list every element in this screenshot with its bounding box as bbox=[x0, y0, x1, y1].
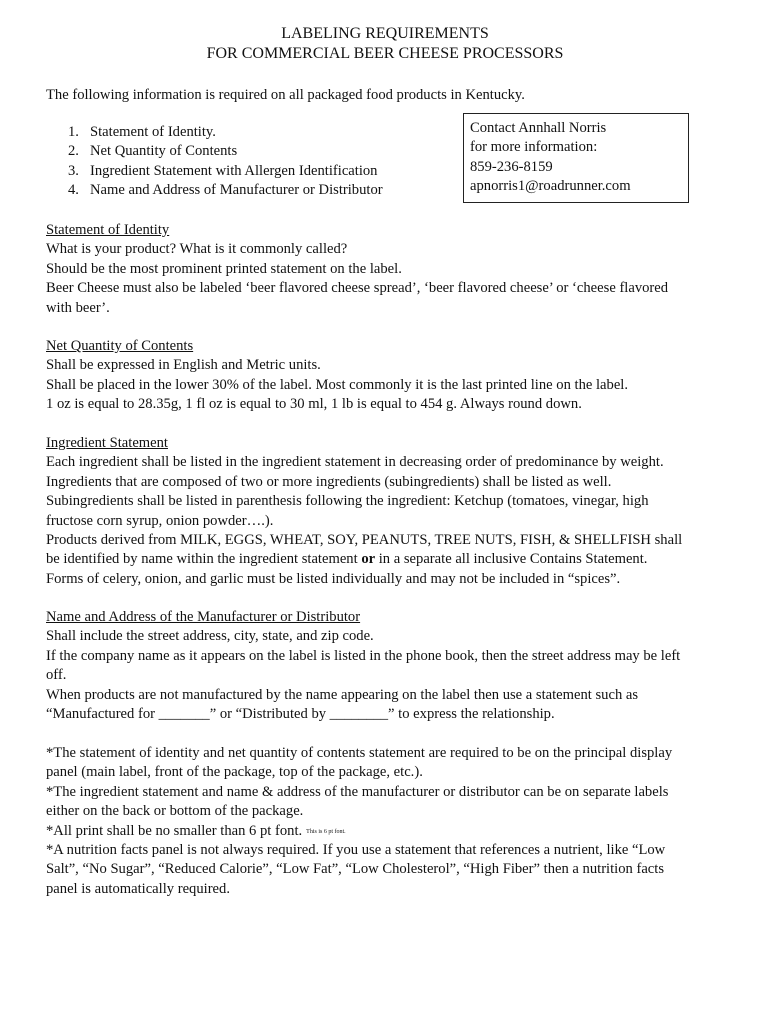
note-line: *A nutrition facts panel is not always required. If you use a statement that references a nutrient, like “Low bbox=[46, 842, 666, 859]
text-line: Subingredients shall be listed in parenthesis following the ingredient: Ketchup (tomatoes, vinegar, high bbox=[46, 493, 649, 510]
text-line: Forms of celery, onion, and garlic must be listed individually and may not be included in “spices”. bbox=[46, 570, 621, 587]
text-line: When products are not manufactured by the name appearing on the label then use a statement such as bbox=[46, 686, 639, 703]
section-heading: Name and Address of the Manufacturer or Distributor bbox=[46, 609, 361, 625]
contact-email: apnorris1@roadrunner.com bbox=[470, 178, 631, 195]
section-statement-of-identity bbox=[46, 221, 716, 318]
contact-box bbox=[463, 113, 689, 203]
text-line: off. bbox=[46, 667, 67, 684]
note-line: *All print shall be no smaller than 6 pt font. This is 6 pt font. bbox=[46, 822, 346, 839]
section-heading: Net Quantity of Contents bbox=[46, 338, 194, 354]
requirement-item: 4. Name and Address of Manufacturer or Distributor bbox=[68, 182, 383, 199]
requirement-item: 2. Net Quantity of Contents bbox=[68, 143, 238, 160]
section-heading: Statement of Identity bbox=[46, 222, 170, 238]
contact-name: Contact Annhall Norris bbox=[470, 120, 607, 136]
text-line: Beer Cheese must also be labeled ‘beer flavored cheese spread’, ‘beer flavored cheese’ or ‘cheese flavored bbox=[46, 280, 669, 297]
note-line: either on the back or bottom of the package. bbox=[46, 803, 304, 820]
section-ingredient-statement bbox=[46, 434, 716, 589]
requirements-list bbox=[68, 123, 383, 201]
title-line-2: FOR COMMERCIAL BEER CHEESE PROCESSORS bbox=[206, 45, 564, 62]
section-notes bbox=[46, 744, 716, 899]
emphasis-or: or bbox=[361, 551, 376, 568]
text-line: Should be the most prominent printed statement on the label. bbox=[46, 260, 402, 277]
section-heading: Ingredient Statement bbox=[46, 435, 168, 451]
text-line: Shall be expressed in English and Metric units. bbox=[46, 357, 321, 374]
contact-info-label: for more information: bbox=[470, 139, 598, 156]
text-line: “Manufactured for _______” or “Distributed by ________” to express the relationship. bbox=[46, 706, 555, 723]
text-line: What is your product? What is it commonly called? bbox=[46, 241, 348, 258]
text-line: Ingredients that are composed of two or more ingredients (subingredients) shall be listed as well. bbox=[46, 473, 612, 490]
document-title bbox=[0, 24, 770, 64]
requirement-item: 3. Ingredient Statement with Allergen Identification bbox=[68, 162, 378, 179]
text-line: with beer’. bbox=[46, 299, 110, 316]
text-line: Shall include the street address, city, state, and zip code. bbox=[46, 628, 374, 645]
text-line: be identified by name within the ingredient statement or in a separate all inclusive Contains Statement. bbox=[46, 551, 648, 568]
text-line: If the company name as it appears on the label is listed in the phone book, then the street address may be left bbox=[46, 647, 681, 664]
section-manufacturer-address bbox=[46, 608, 716, 724]
note-line: *The ingredient statement and name & address of the manufacturer or distributor can be on separate labels bbox=[46, 783, 669, 800]
contact-phone: 859-236-8159 bbox=[470, 158, 553, 175]
text-line: 1 oz is equal to 28.35g, 1 fl oz is equal to 30 ml, 1 lb is equal to 454 g. Always round down. bbox=[46, 396, 582, 413]
text-line: fructose corn syrup, onion powder….). bbox=[46, 512, 274, 529]
note-line: *The statement of identity and net quantity of contents statement are required to be on the principal display bbox=[46, 745, 673, 761]
text-line: Products derived from MILK, EGGS, WHEAT, SOY, PEANUTS, TREE NUTS, FISH, & SHELLFISH shall bbox=[46, 532, 683, 549]
text-line: Shall be placed in the lower 30% of the label. Most commonly it is the last printed line on the label. bbox=[46, 376, 628, 393]
six-pt-sample: This is 6 pt font. bbox=[306, 828, 346, 835]
note-line: panel is automatically required. bbox=[46, 880, 230, 897]
section-net-quantity bbox=[46, 337, 716, 415]
requirement-item: 1. Statement of Identity. bbox=[68, 124, 216, 140]
note-line: panel (main label, front of the package, top of the package, etc.). bbox=[46, 764, 423, 781]
text-line: Each ingredient shall be listed in the ingredient statement in decreasing order of predominance by weight. bbox=[46, 454, 664, 471]
note-line: Salt”, “No Sugar”, “Reduced Calorie”, “Low Fat”, “Low Cholesterol”, “High Fiber” then a nutrition facts bbox=[46, 861, 665, 878]
intro-paragraph: The following information is required on all packaged food products in Kentucky. bbox=[46, 87, 525, 103]
title-line-1: LABELING REQUIREMENTS bbox=[281, 25, 489, 42]
